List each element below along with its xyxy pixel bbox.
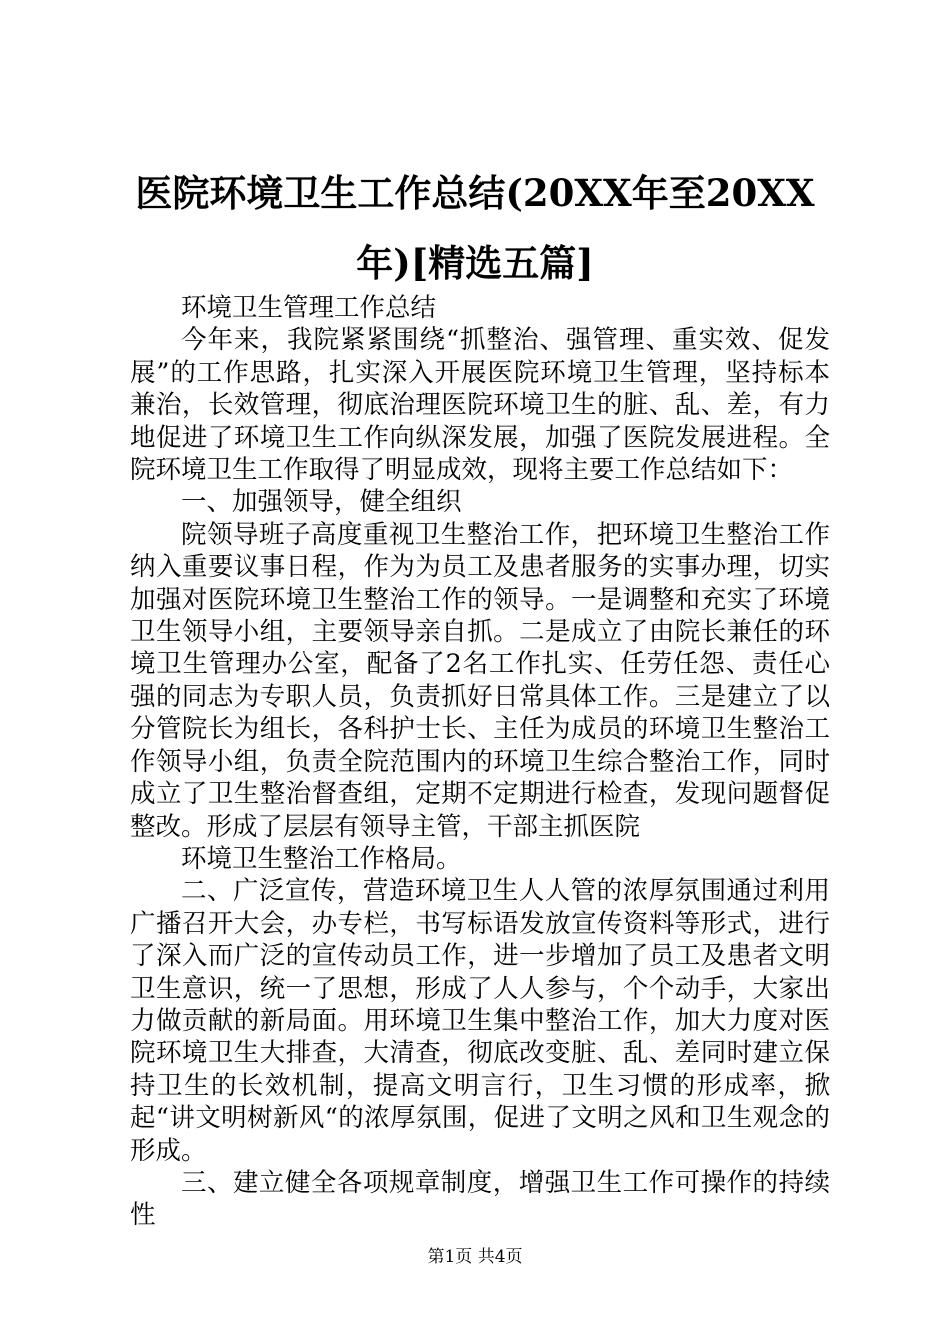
document-body [130, 292, 830, 1232]
paragraph: 今年来，我院紧紧围绕“抓整治、强管理、重实效、促发展”的工作思路，扎实深入开展医院环境卫生管理，坚持标本兼治，长效管理，彻底治理医院环境卫生的脏、乱、差，有力地促进了环境卫生工作向纵深发展，加强了医院发展进程。全院环境卫生工作取得了明显成效，现将主要工作总结如下： [130, 325, 830, 486]
document-title: 医院环境卫生工作总结(20XX年至20XX年)[精选五篇] [135, 171, 815, 285]
paragraph: 二、广泛宣传，营造环境卫生人人管的浓厚氛围通过利用广播召开大会，办专栏，书写标语发放宣传资料等形式，进行了深入而广泛的宣传动员工作，进一步增加了员工及患者文明卫生意识，统一了思想，形成了人人参与，个个动手，大家出力做贡献的新局面。用环境卫生集中整治工作，加大力度对医院环境卫生大排查，大清查，彻底改变脏、乱、差同时建立保持卫生的长效机制，提高文明言行，卫生习惯的形成率，掀起“讲文明树新风“的浓厚氛围，促进了文明之风和卫生观念的形成。 [130, 876, 830, 1166]
section-heading: 三、建立健全各项规章制度，增强卫生工作可操作的持续性 [130, 1167, 830, 1231]
paragraph: 环境卫生整治工作格局。 [181, 843, 462, 874]
page-footer: 第1页 共4页 [427, 1247, 523, 1267]
section-heading: 一、加强领导，健全组织 [181, 487, 462, 518]
paragraph: 院领导班子高度重视卫生整治工作，把环境卫生整治工作纳入重要议事日程，作为为员工及患者服务的实事办理，切实加强对医院环境卫生整治工作的领导。一是调整和充实了环境卫生领导小组，主要领导亲自抓。二是成立了由院长兼任的环境卫生管理办公室，配备了2名工作扎实、任劳任怨、责任心强的同志为专职人员，负责抓好日常具体工作。三是建立了以分管院长为组长，各科护士长、主任为成员的环境卫生整治工作领导小组，负责全院范围内的环境卫生综合整治工作，同时成立了卫生整治督查组，定期不定期进行检查，发现问题督促整改。形成了层层有领导主管，干部主抓医院 [130, 519, 830, 842]
section-heading: 环境卫生管理工作总结 [181, 293, 437, 323]
